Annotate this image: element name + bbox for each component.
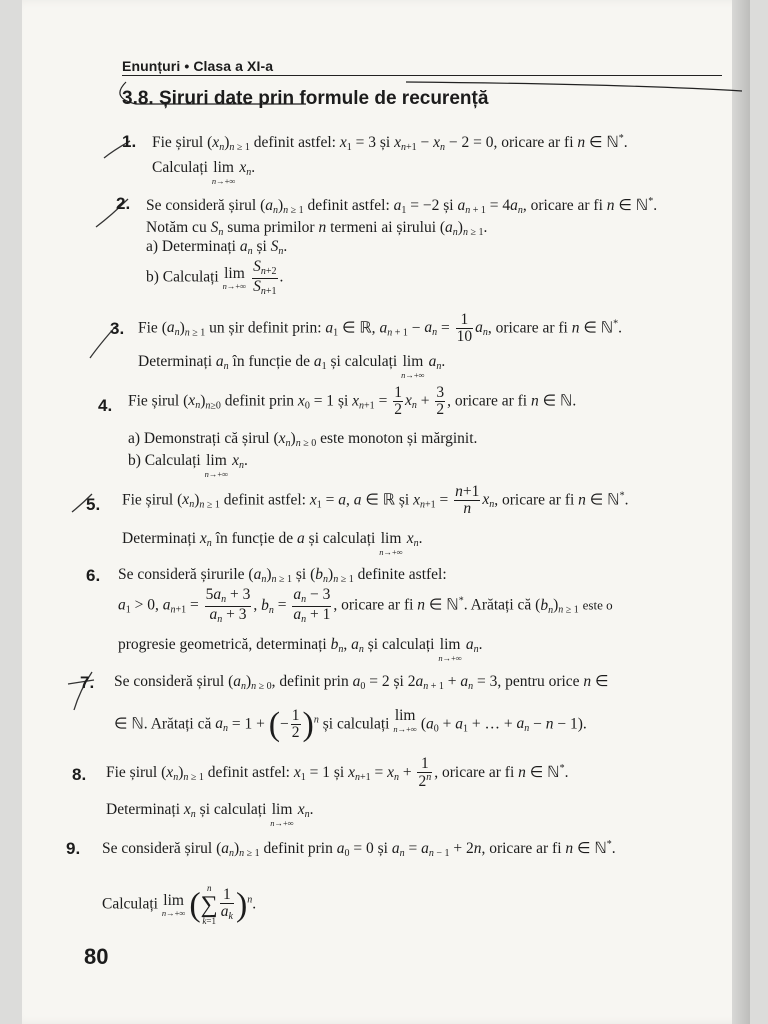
exercise-number: 8. bbox=[72, 765, 87, 784]
exercise-text: Se consideră șirul $(a_n)_{n \ge 1}$ definit astfel: $a_1 = -2$ și $a_{n + 1} = 4a_n$, oricare ar fi n ∈ ℕ*. bbox=[146, 196, 658, 216]
exercise-text: Fie șirul $(x_n)_{n \ge 1}$ definit astfel: $x_1 = a$, a ∈ ℝ și $x_{n+1}$ = $\frac{n+1}{n}$ $x_n$, oricare ar fi n ∈ ℕ*. bbox=[122, 483, 629, 518]
section-number: 3.8. bbox=[122, 88, 154, 109]
page-edge-shadow bbox=[732, 0, 750, 1024]
exercise-text: Determinați $a_n$ în funcție de $a_1$ și calculați lim n→+∞ $a_n$. bbox=[138, 353, 446, 380]
exercise-number: 1. bbox=[122, 132, 137, 151]
exercise-text: Determinați $x_n$ în funcție de a și calculați lim n→+∞ $x_n$. bbox=[122, 530, 423, 557]
exercise-text: Notăm cu $S_n$ suma primilor n termeni ai șirului $(a_n)_{n \ge 1}$. bbox=[146, 219, 488, 238]
exercise-text: a) Demonstrați că șirul $(x_n)_{n \ge 0}$ este monoton și mărginit. bbox=[128, 430, 478, 449]
textbook-page bbox=[22, 0, 750, 1024]
exercise-text: Determinați $x_n$ și calculați lim n→+∞ $x_n$. bbox=[106, 801, 314, 828]
exercise-text: ∈ ℕ. Arătați că $a_n = 1$ + (− $\frac{1}{2}$ )$^n$ și calculați lim n→+∞ ($a_0 + a_1$ + … + $a_n - n - 1$). bbox=[114, 706, 587, 744]
exercise-text: a) Determinați $a_n$ și $S_n$. bbox=[146, 238, 288, 257]
exercise-text: progresie geometrică, determinați $b_n$, $a_n$ și calculați lim n→+∞ $a_n$. bbox=[118, 636, 483, 663]
exercise-text: Se consideră șirul $(a_n)_{n \ge 1}$ definit prin $a_0 = 0$ și $a_n = a_{n - 1} + 2n$, oricare ar fi n ∈ ℕ*. bbox=[102, 839, 616, 859]
exercise-text: Fie $(a_n)_{n \ge 1}$ un șir definit prin: $a_1$ ∈ ℝ, $a_{n + 1} - a_n$ = $\frac{1}{10}$ $a_n$, oricare ar fi n ∈ ℕ*. bbox=[138, 311, 623, 346]
exercise-number: 7. bbox=[80, 673, 95, 692]
page-number: 80 bbox=[84, 944, 109, 969]
section-title-text: Șiruri date prin formule de recurență bbox=[158, 88, 489, 109]
exercise-text: b) Calculați lim n→+∞ $\frac{S_{n+2}}{S_{n+1}}$ . bbox=[146, 258, 284, 297]
exercise-text: $a_1 > 0$, $a_{n+1}$ = $\frac{5a_n + 3}{a_n + 3}$ , $b_n$ = $\frac{a_n - 3}{a_n + 1}$ , oricare ar fi n ∈ ℕ*. Arătați că $(b_n)_{n \ge 1}$ este o bbox=[118, 586, 613, 625]
section-title bbox=[122, 88, 488, 110]
exercise-text: Calculați lim n→+∞ $x_n$. bbox=[152, 159, 256, 186]
exercise-number: 6. bbox=[86, 566, 101, 585]
exercise-number: 4. bbox=[98, 396, 113, 415]
exercise-number: 2. bbox=[116, 194, 131, 213]
exercise-text: Fie șirul $(x_n)_{n \ge 1}$ definit astfel: $x_1 = 3$ și $x_{n+1} - x_n - 2 = 0$, oricare ar fi n ∈ ℕ*. bbox=[152, 133, 628, 153]
exercise-text: b) Calculați lim n→+∞ $x_n$. bbox=[128, 452, 248, 479]
exercise-number: 9. bbox=[66, 839, 81, 858]
exercise-number: 5. bbox=[86, 495, 101, 514]
exercise-text: Fie șirul $(x_n)_{n\ge 0}$ definit prin $x_0 = 1$ și $x_{n+1}$ = $\frac{1}{2}$ $x_n$ + $\frac{3}{2}$ , oricare ar fi n ∈ ℕ. bbox=[128, 384, 577, 419]
exercise-text: Calculați lim n→+∞ ( n ∑ k=1 $\frac{1}{a_k}$ )$^n$. bbox=[102, 883, 257, 926]
running-head: Enunțuri • Clasa a XI-a bbox=[122, 58, 274, 74]
exercise-text: Se consideră șirul $(a_n)_{n \ge 0}$, definit prin $a_0 = 2$ și $2a_{n + 1} + a_n = 3$, pentru orice n ∈ bbox=[114, 673, 609, 692]
exercise-text: Se consideră șirurile $(a_n)_{n \ge 1}$ și $(b_n)_{n \ge 1}$ definite astfel: bbox=[118, 566, 447, 585]
exercise-text: Fie șirul $(x_n)_{n \ge 1}$ definit astfel: $x_1 = 1$ și $x_{n+1} = x_n$ + $\frac{1}{2^n}$ , oricare ar fi n ∈ ℕ*. bbox=[106, 755, 569, 791]
exercise-number: 3. bbox=[110, 319, 125, 338]
